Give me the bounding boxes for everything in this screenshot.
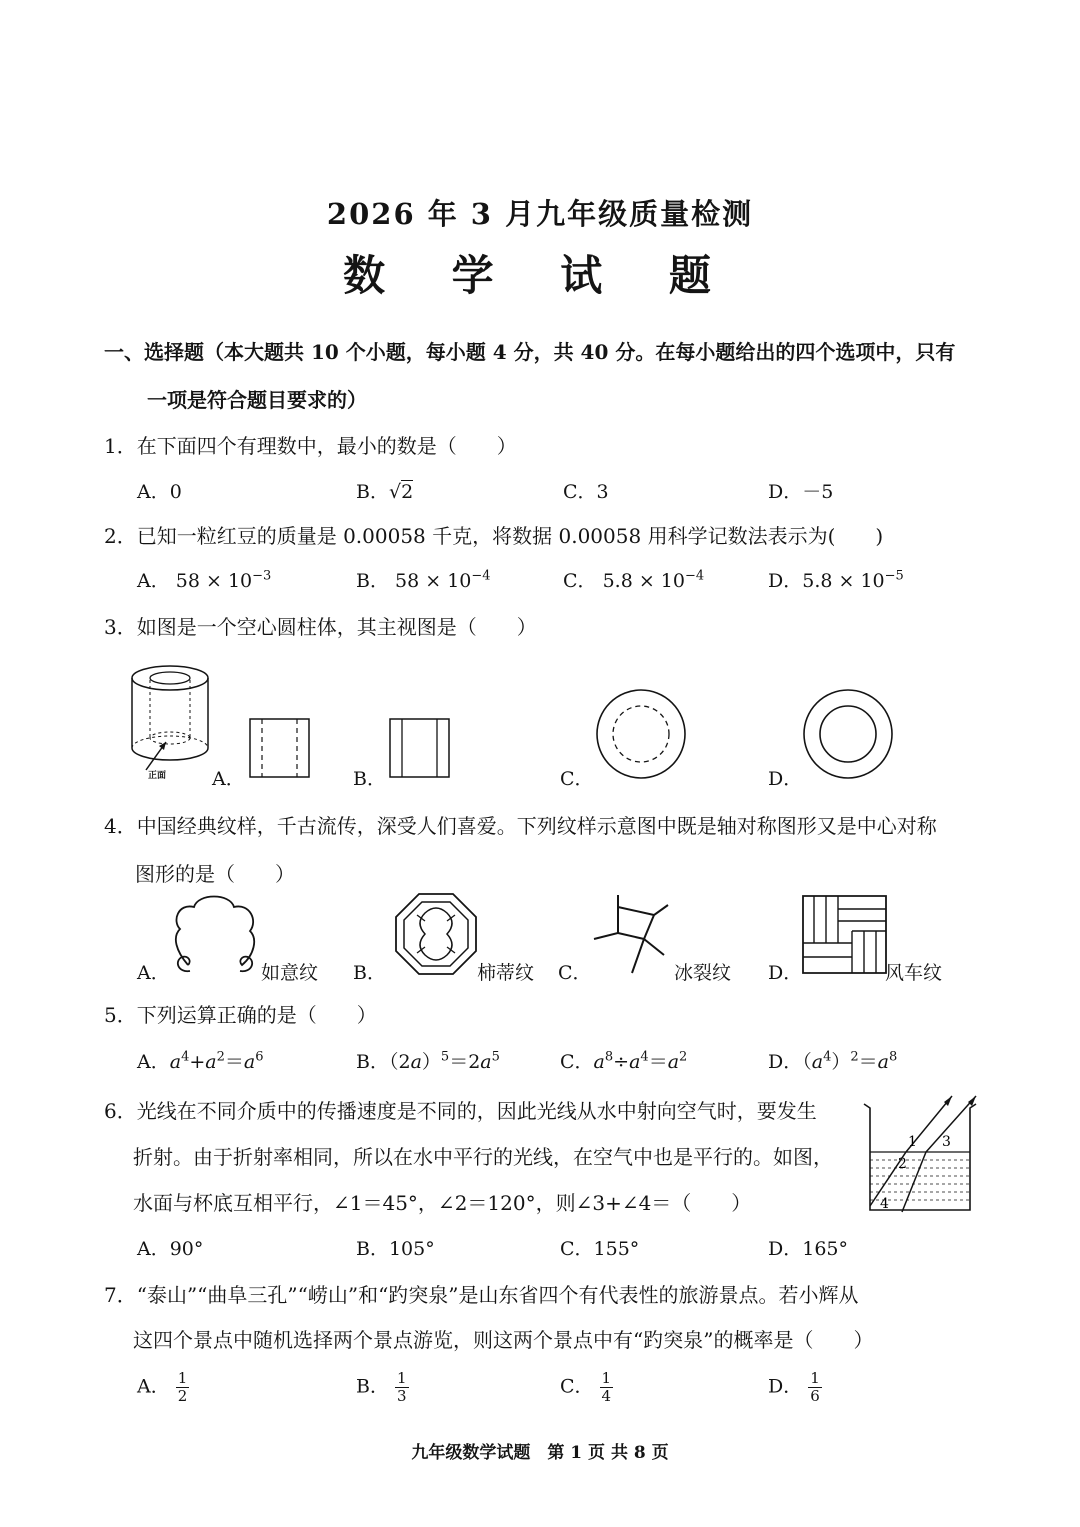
q4-option-a: A． xyxy=(137,962,170,984)
q7-option-b: B． $\frac{1}{3}$ xyxy=(356,1369,407,1405)
q2-stem: 2．已知一粒红豆的质量是 0.00058 千克，将数据 0.00058 用科学记数法表示为( ) xyxy=(104,524,884,548)
q6-option-a: A．90° xyxy=(137,1238,204,1260)
q2-option-d: D．$5.8 \times 10^{-5}$ xyxy=(768,568,904,592)
q1-stem: 1．在下面四个有理数中，最小的数是（ ） xyxy=(104,434,517,458)
q7-stem-line1: 7．“泰山”“曲阜三孔”“崂山”和“趵突泉”是山东省四个有代表性的旅游景点。若小辉从 xyxy=(104,1283,859,1307)
q5-option-b: B．$(2a)^5=2a^5$ xyxy=(356,1049,500,1073)
exam-title: 2026 年 3 月九年级质量检测 xyxy=(326,197,754,231)
angle-label-2: 2 xyxy=(898,1156,907,1172)
q1-option-d: D．－5 xyxy=(768,481,834,503)
q5-option-a: A．$a^4+a^2=a^6$ xyxy=(137,1049,264,1073)
q4-option-d: D． xyxy=(768,962,803,984)
q7-option-d: D． $\frac{1}{6}$ xyxy=(768,1369,820,1405)
q2-option-b: B． $58 \times 10^{-4}$ xyxy=(356,568,491,592)
q4-stem-line1: 4．中国经典纹样，千古流传，深受人们喜爱。下列纹样示意图中既是轴对称图形又是中心对称 xyxy=(104,814,937,838)
q6-stem-line1: 6．光线在不同介质中的传播速度是不同的，因此光线从水中射向空气时，要发生 xyxy=(104,1099,817,1123)
q4-stem-line2: 图形的是（ ） xyxy=(135,862,295,886)
q3-option-a: A． xyxy=(212,768,245,790)
q4-option-b-caption: 柿蒂纹 xyxy=(477,962,535,984)
q1-option-a: A．0 xyxy=(137,481,182,503)
q3-option-d-figure xyxy=(802,688,894,780)
q5-option-d: D．$(a^4)^2=a^8$ xyxy=(768,1049,898,1073)
q7-option-c: C． $\frac{1}{4}$ xyxy=(560,1369,612,1405)
q3-option-c-figure xyxy=(595,688,687,780)
q4-option-c-caption: 冰裂纹 xyxy=(674,962,732,984)
q3-option-b: B． xyxy=(353,768,386,790)
q4-option-c: C． xyxy=(558,962,592,984)
ruyi-pattern-figure xyxy=(168,893,268,978)
q7-stem-line2: 这四个景点中随机选择两个景点游览，则这两个景点中有“趵突泉”的概率是（ ） xyxy=(133,1328,874,1352)
angle-label-3: 3 xyxy=(942,1134,951,1150)
q3-stem: 3．如图是一个空心圆柱体，其主视图是（ ） xyxy=(104,615,537,639)
page-footer: 九年级数学试题 第 1 页 共 8 页 xyxy=(411,1443,669,1463)
shidi-pattern-figure xyxy=(395,893,477,975)
q5-stem: 5．下列运算正确的是（ ） xyxy=(104,1003,377,1027)
q1-option-c: C．3 xyxy=(563,481,609,503)
q3-option-b-figure xyxy=(389,718,451,778)
q1-option-b: B．√2 xyxy=(356,481,414,503)
front-label: 正面 xyxy=(148,771,167,781)
q4-option-b: B． xyxy=(353,962,386,984)
q6-stem-line3: 水面与杯底互相平行，∠1＝45°，∠2＝120°，则∠3+∠4＝（ ） xyxy=(133,1191,752,1215)
q7-option-a: A． $\frac{1}{2}$ xyxy=(137,1369,188,1405)
ice-crack-pattern-figure xyxy=(592,893,677,978)
q3-option-c: C． xyxy=(560,768,594,790)
sqrt-symbol: √ xyxy=(388,481,402,503)
q2-option-c: C． $5.8 \times 10^{-4}$ xyxy=(563,568,705,592)
q5-option-c: C．$a^8\div a^4=a^2$ xyxy=(560,1049,688,1073)
angle-label-4: 4 xyxy=(880,1196,889,1212)
windmill-pattern-figure xyxy=(802,895,888,975)
q4-option-a-caption: 如意纹 xyxy=(261,962,319,984)
q6-option-d: D．165° xyxy=(768,1238,848,1260)
q4-option-d-caption: 风车纹 xyxy=(885,962,943,984)
subject-title: 数 学 试 题 xyxy=(343,251,737,300)
section-heading-line2: 一项是符合题目要求的） xyxy=(147,388,367,412)
beaker-refraction-figure xyxy=(860,1094,980,1214)
hollow-cylinder-figure xyxy=(128,658,218,778)
q3-option-d: D． xyxy=(768,768,803,790)
section-heading-line1: 一、选择题（本大题共 10 个小题，每小题 4 分，共 40 分。在每小题给出的四个选项中，只有 xyxy=(104,340,956,364)
q6-stem-line2: 折射。由于折射率相同，所以在水中平行的光线，在空气中也是平行的。如图， xyxy=(133,1145,833,1169)
q6-option-b: B．105° xyxy=(356,1238,435,1260)
angle-label-1: 1 xyxy=(908,1134,917,1150)
q3-option-a-figure xyxy=(249,718,311,778)
q2-option-a: A． $58 \times 10^{-3}$ xyxy=(137,568,272,592)
q6-option-c: C．155° xyxy=(560,1238,640,1260)
